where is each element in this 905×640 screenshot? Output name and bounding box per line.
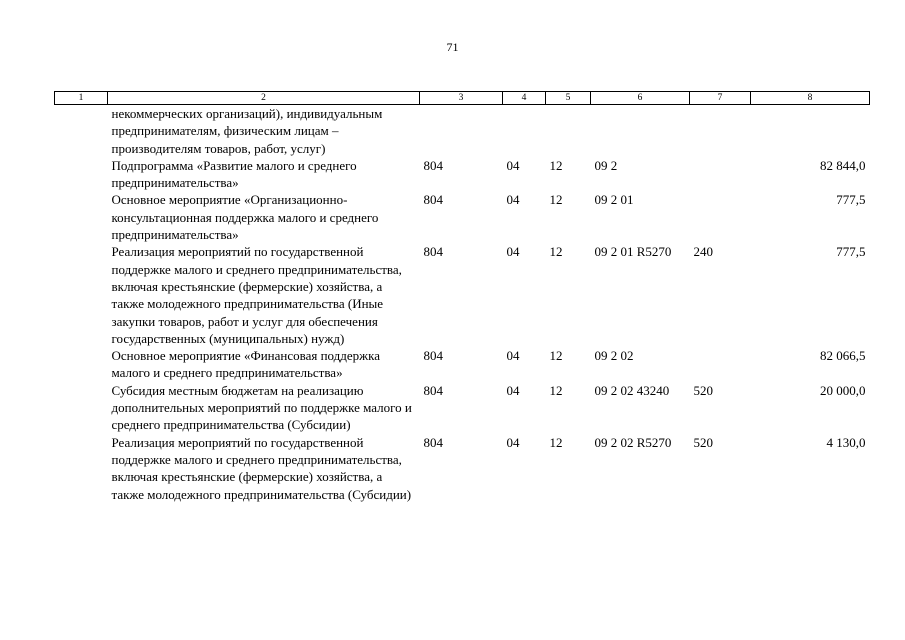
row-target-article: 09 2 01 R5270 [594,244,672,260]
row-amount: 82 066,5 [820,348,866,364]
row-section: 04 [506,244,520,260]
table-row [55,347,870,382]
row-name: Основное мероприятие «Организационно-консультационная поддержка малого и среднего предпринимательства» [111,192,379,243]
row-subsection [546,105,591,157]
row-section: 04 [506,382,520,398]
row-name: Реализация мероприятий по государственной поддержке малого и среднего предпринимательства, включая крестьянские (фермерские) хозяйства, а также молодежного предпринимательства (Субсидии) [111,434,412,502]
header-col-4: 4 [503,92,546,105]
row-ministry-code: 804 [423,434,443,450]
header-col-6: 6 [591,92,690,105]
row-expense-type: 240 [693,244,713,260]
header-col-7: 7 [690,92,751,105]
row-target-article [591,105,690,157]
row-section [503,105,546,157]
header-col-3: 3 [420,92,503,105]
row-expense-type: 520 [693,382,713,398]
row-amount: 82 844,0 [820,157,866,173]
row-amount: 777,5 [836,244,866,260]
header-col-1: 1 [55,92,108,105]
row-expense-type [690,347,751,382]
row-col-1 [55,105,108,157]
row-col-1 [55,434,108,503]
row-target-article: 09 2 02 [594,348,634,364]
table-row [55,157,870,192]
row-target-article: 09 2 [594,157,618,173]
row-subsection: 12 [549,382,563,398]
row-amount [751,105,870,157]
header-row [55,92,870,105]
row-subsection: 12 [549,192,563,208]
row-section: 04 [506,348,520,364]
row-amount: 20 000,0 [820,382,866,398]
header-col-8: 8 [751,92,870,105]
table-row [55,434,870,503]
table-row [55,382,870,434]
row-subsection: 12 [549,434,563,450]
row-expense-type: 520 [693,434,713,450]
row-ministry-code: 804 [423,348,443,364]
row-name: Подпрограмма «Развитие малого и среднего предпринимательства» [111,157,357,191]
row-ministry-code: 804 [423,244,443,260]
row-target-article: 09 2 01 [594,192,634,208]
header-col-2: 2 [108,92,420,105]
row-expense-type [690,157,751,192]
row-section: 04 [506,434,520,450]
row-ministry-code [420,105,503,157]
row-target-article: 09 2 02 R5270 [594,434,672,450]
row-name: Субсидия местным бюджетам на реализацию дополнительных мероприятий по поддержке малого и среднего предпринимательства (Субсидии) [111,382,412,433]
row-expense-type [690,105,751,157]
row-col-1 [55,382,108,434]
row-ministry-code: 804 [423,192,443,208]
row-name: некоммерческих организаций), индивидуальным предпринимателям, физическим лицам – производителям товаров, работ, услуг) [111,106,383,156]
row-col-1 [55,157,108,192]
row-amount: 777,5 [836,192,866,208]
page-number: 71 [446,40,459,54]
row-subsection: 12 [549,244,563,260]
table-row [55,243,870,347]
table-row [55,105,870,157]
row-ministry-code: 804 [423,382,443,398]
header-col-5: 5 [546,92,591,105]
budget-table [54,91,870,503]
table-header [55,92,870,105]
row-section: 04 [506,157,520,173]
row-amount: 4 130,0 [826,434,866,450]
row-section: 04 [506,192,520,208]
row-subsection: 12 [549,348,563,364]
row-expense-type [690,191,751,243]
row-name: Реализация мероприятий по государственной поддержке малого и среднего предпринимательства, включая крестьянские (фермерские) хозяйства, а также молодежного предпринимательства (Иные закупки товаров, работ и услуг для обеспечения государственных (муниципальных) нужд) [111,244,402,346]
row-col-1 [55,191,108,243]
row-col-1 [55,347,108,382]
row-target-article: 09 2 02 43240 [594,382,670,398]
table-row [55,191,870,243]
row-ministry-code: 804 [423,157,443,173]
table-body [55,105,870,503]
row-col-1 [55,243,108,347]
row-subsection: 12 [549,157,563,173]
row-name: Основное мероприятие «Финансовая поддержка малого и среднего предпринимательства» [111,348,381,381]
